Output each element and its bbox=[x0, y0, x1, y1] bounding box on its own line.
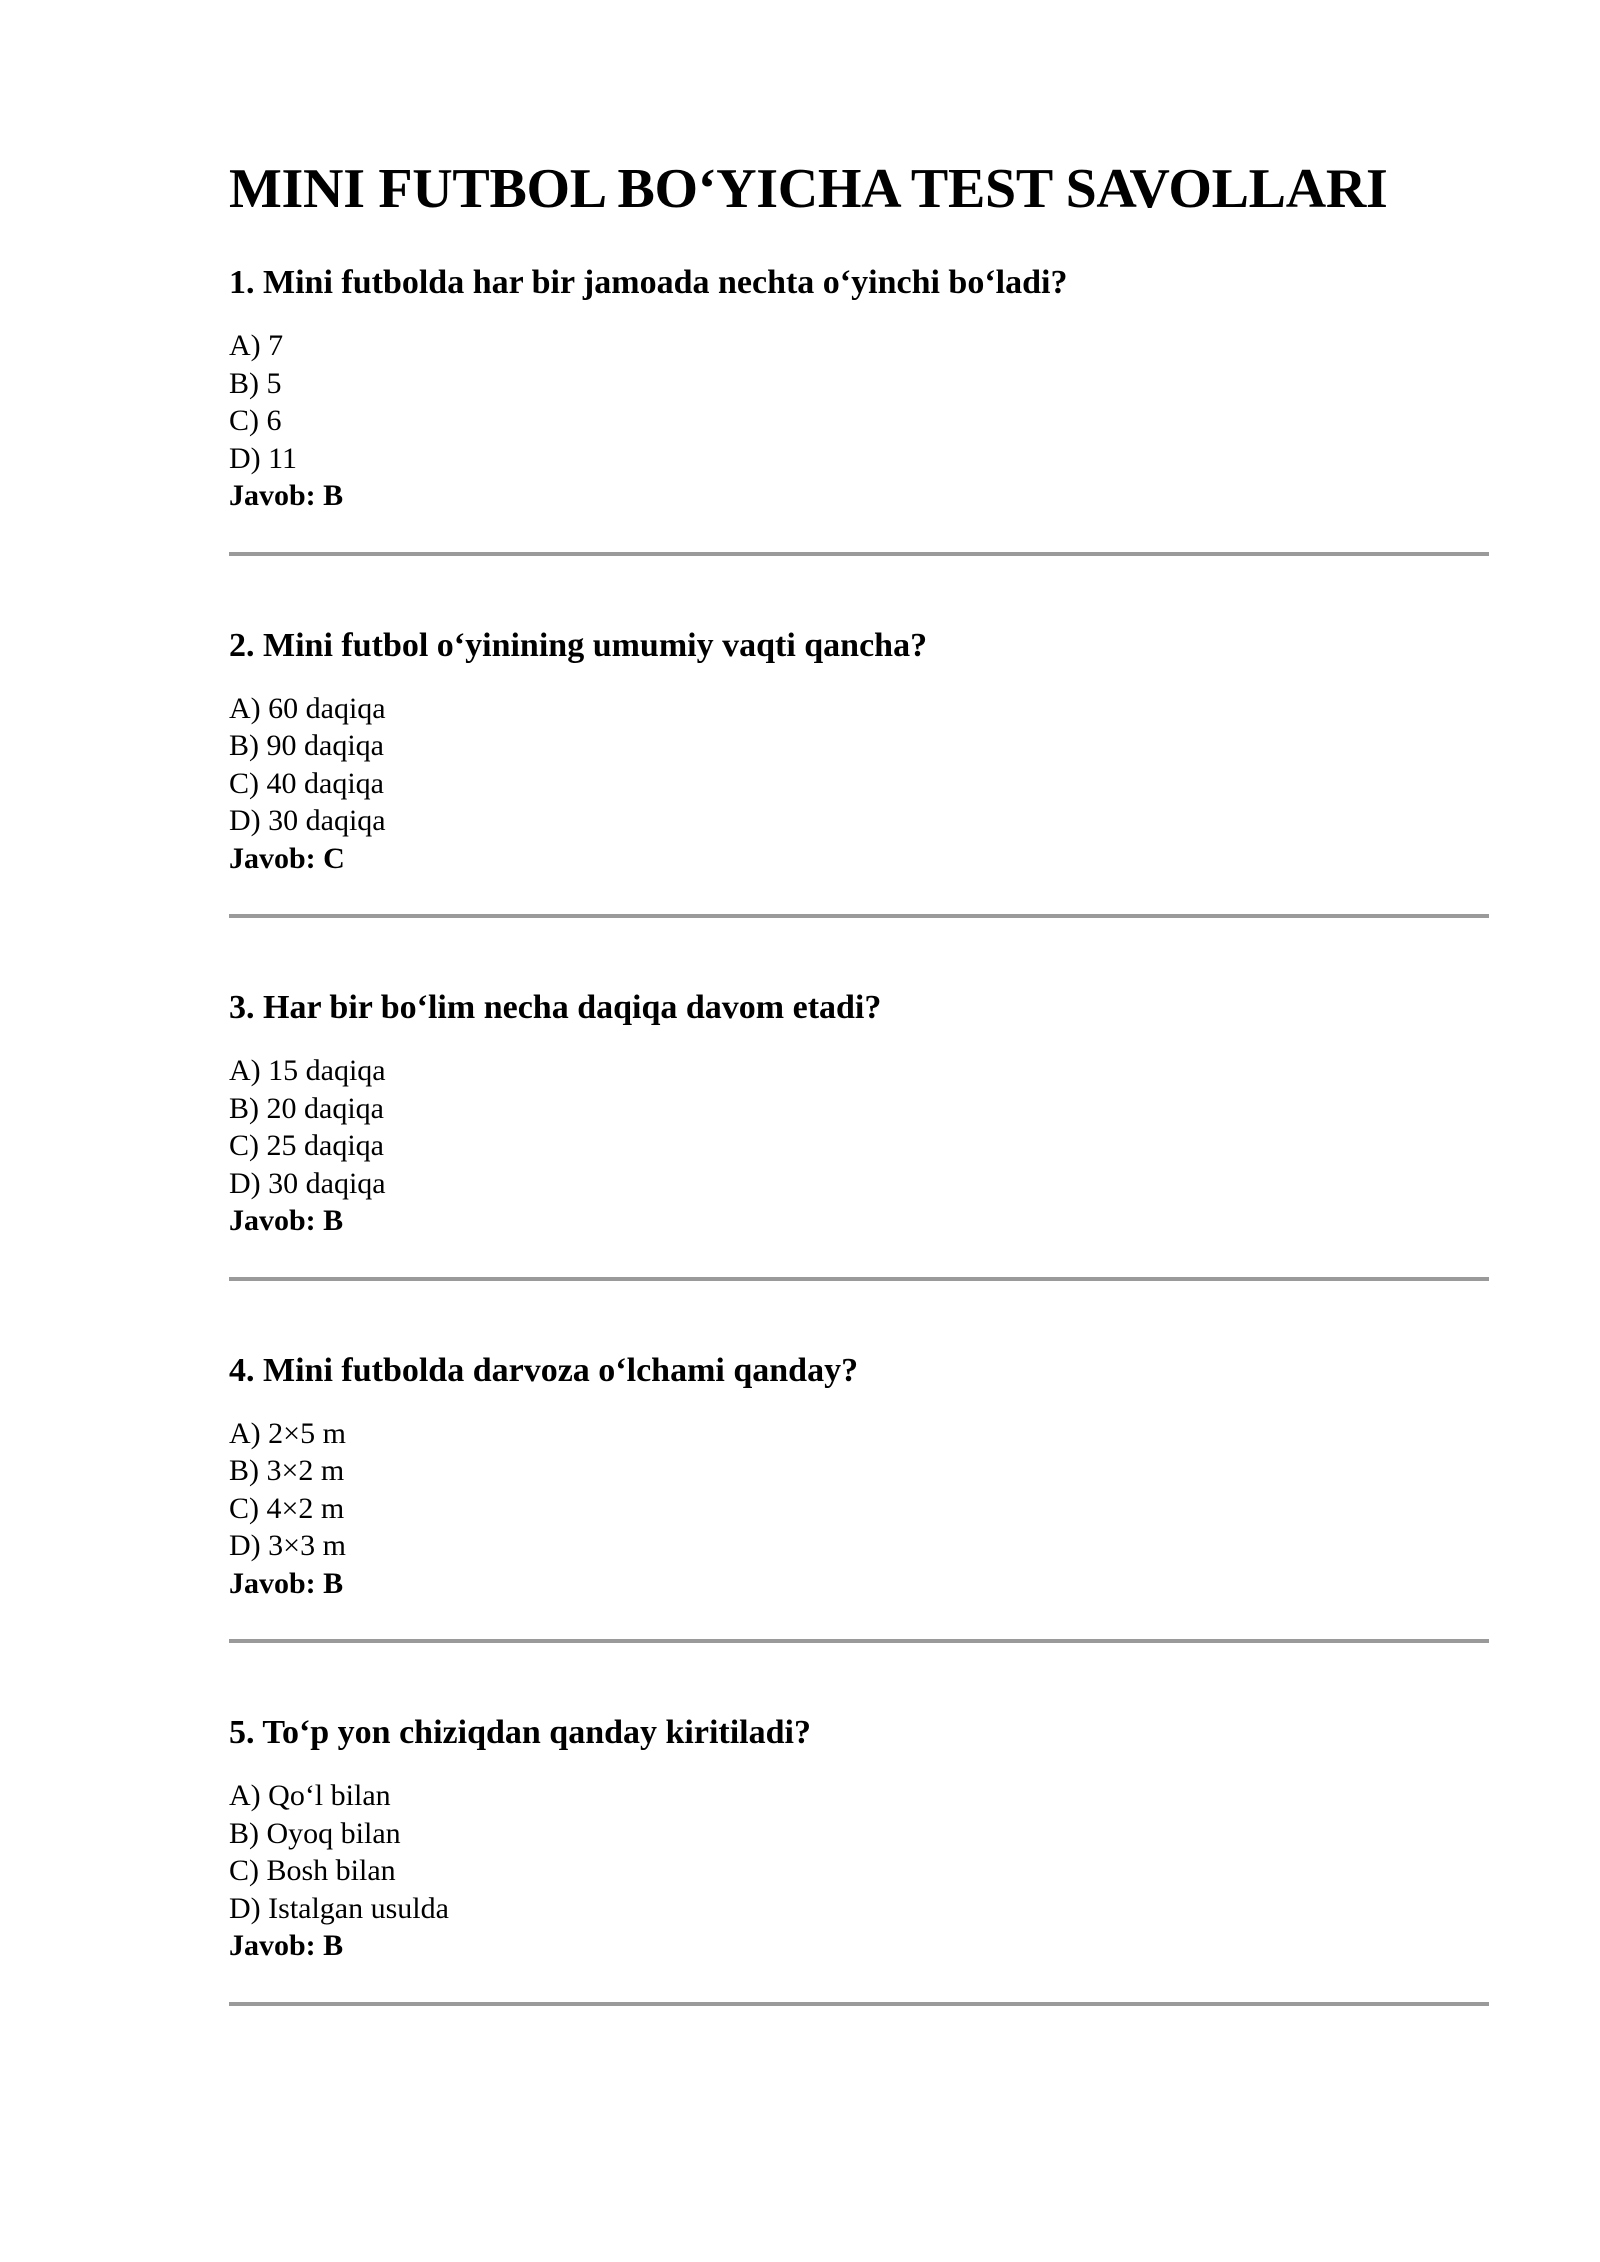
separator-line bbox=[229, 1277, 1489, 1281]
separator-line bbox=[229, 2002, 1489, 2006]
options-list bbox=[229, 1777, 1489, 1927]
question-block-1 bbox=[229, 252, 1489, 556]
question-text: 3. Har bir bo‘lim necha daqiqa davom etadi? bbox=[229, 989, 882, 1026]
answer-label: Javob: C bbox=[229, 841, 345, 875]
answer-label: Javob: B bbox=[229, 1566, 344, 1600]
document-page bbox=[229, 150, 1489, 2006]
answer-label: Javob: B bbox=[229, 1929, 344, 1962]
option-d: D) 11 bbox=[229, 441, 298, 475]
option-b: B) 5 bbox=[229, 366, 282, 400]
option-c: C) Bosh bilan bbox=[229, 1854, 396, 1887]
separator-line bbox=[229, 552, 1489, 556]
question-block-4 bbox=[229, 1340, 1489, 1644]
option-b: B) 20 daqiqa bbox=[229, 1091, 384, 1125]
question-block-2 bbox=[229, 615, 1489, 919]
answer-label: Javob: B bbox=[229, 1204, 344, 1237]
option-b: B) 90 daqiqa bbox=[229, 729, 384, 762]
separator-line bbox=[229, 914, 1489, 918]
option-d: D) Istalgan usulda bbox=[229, 1891, 449, 1925]
option-b: B) Oyoq bilan bbox=[229, 1816, 401, 1850]
option-a: A) 60 daqiqa bbox=[229, 691, 386, 725]
question-block-3 bbox=[229, 977, 1489, 1281]
option-d: D) 30 daqiqa bbox=[229, 804, 386, 837]
option-c: C) 6 bbox=[229, 404, 282, 437]
question-text: 4. Mini futbolda darvoza o‘lchami qanday? bbox=[229, 1351, 859, 1389]
separator-line bbox=[229, 1639, 1489, 1643]
document-title: MINI FUTBOL BO‘YICHA TEST SAVOLLARI bbox=[229, 158, 1388, 220]
option-b: B) 3×2 m bbox=[229, 1454, 345, 1487]
option-a: A) 7 bbox=[229, 329, 284, 362]
options-list bbox=[229, 690, 1489, 840]
options-list bbox=[229, 1052, 1489, 1202]
option-c: C) 25 daqiqa bbox=[229, 1129, 384, 1162]
option-d: D) 3×3 m bbox=[229, 1529, 346, 1562]
options-list bbox=[229, 1415, 1489, 1565]
question-block-5 bbox=[229, 1702, 1489, 2006]
option-a: A) 2×5 m bbox=[229, 1416, 346, 1450]
question-text: 5. To‘p yon chiziqdan qanday kiritiladi? bbox=[229, 1714, 811, 1751]
option-d: D) 30 daqiqa bbox=[229, 1166, 386, 1200]
question-text: 2. Mini futbol o‘yinining umumiy vaqti qancha? bbox=[229, 626, 928, 664]
option-a: A) Qo‘l bilan bbox=[229, 1779, 391, 1812]
question-text: 1. Mini futbolda har bir jamoada nechta o‘yinchi bo‘ladi? bbox=[229, 264, 1068, 301]
answer-label: Javob: B bbox=[229, 479, 344, 512]
option-c: C) 4×2 m bbox=[229, 1491, 345, 1525]
options-list bbox=[229, 327, 1489, 477]
option-a: A) 15 daqiqa bbox=[229, 1054, 386, 1087]
option-c: C) 40 daqiqa bbox=[229, 766, 384, 800]
